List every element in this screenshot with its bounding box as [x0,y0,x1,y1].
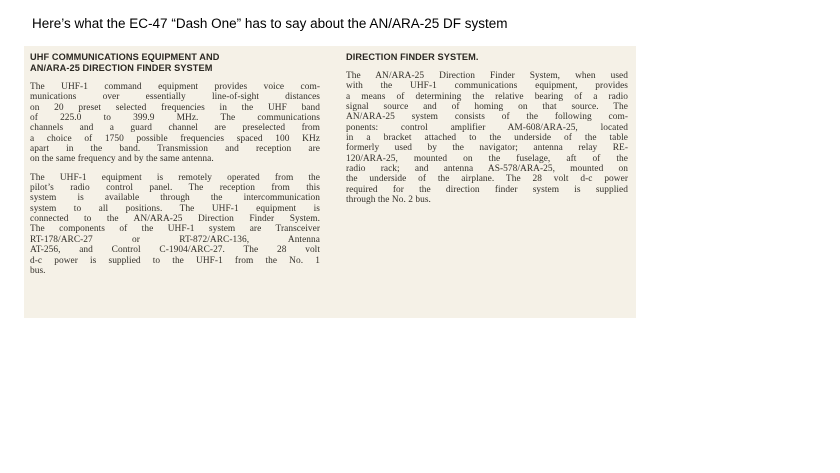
heading-line: UHF COMMUNICATIONS EQUIPMENT AND [30,52,220,62]
text-line: d-c power is supplied to the UHF-1 from the No. 1 [30,255,320,266]
text-line: radio rack; and antenna AS-578/ARA-25, mounted on [346,164,628,175]
text-line: a choice of 1750 possible frequencies spaced 100 KHz [30,133,320,144]
text-line: system is available through the intercommunication [30,193,320,204]
text-line: through the No. 2 bus. [346,195,431,206]
text-line: The AN/ARA-25 Direction Finder System, when used [346,71,628,81]
text-line: apart in the band. Transmission and reception are [30,144,320,155]
text-line: formerly used by the navigator; antenna relay RE- [346,143,628,154]
paragraph [346,71,628,205]
slide-title: Here’s what the EC-47 “Dash One” has to say about the AN/ARA-25 DF system [32,16,508,31]
text-line: system to all positions. The UHF-1 equipment is [30,203,320,214]
text-line: bus. [30,265,46,276]
heading-line: AN/ARA-25 DIRECTION FINDER SYSTEM [30,63,213,73]
text-line: the underside of the airplane. The 28 volt d-c power [346,174,628,185]
paragraph [30,82,320,165]
text-line: a means of determining the relative bearing of a radio [346,91,628,102]
text-line: with the UHF-1 communications equipment, provides [346,81,628,92]
right-column [346,52,628,213]
text-line: on 20 preset selected frequencies in the UHF band [30,102,320,113]
section-heading [30,52,320,74]
left-column [30,52,320,284]
text-line: The UHF-1 equipment is remotely operated from the [30,172,320,183]
text-line: signal source and of homing on that source. The [346,102,628,113]
heading-line: DIRECTION FINDER SYSTEM. [346,52,479,62]
text-line: 120/ARA-25, mounted on the fuselage, aft of the [346,153,628,164]
text-line: munications over essentially line-of-sight distances [30,92,320,103]
paragraph [30,173,320,276]
scanned-manual-excerpt [24,46,636,318]
text-line: on the same frequency and by the same antenna. [30,154,214,165]
text-line: RT-178/ARC-27 or RT-872/ARC-136, Antenna [30,234,320,245]
text-line: required for the direction finder system is supplied [346,184,628,195]
text-line: channels and a guard channel are preselected from [30,123,320,134]
text-line: in a bracket attached to the underside of the table [346,133,628,144]
text-line: of 225.0 to 399.9 MHz. The communications [30,113,320,124]
text-line: The components of the UHF-1 system are Transceiver [30,224,320,235]
text-line: ponents: control amplifier AM-608/ARA-25, located [346,122,628,133]
text-line: The UHF-1 command equipment provides voice com- [30,82,320,92]
text-line: connected to the AN/ARA-25 Direction Finder System. [30,214,320,225]
text-line: pilot’s radio control panel. The reception from this [30,183,320,194]
text-line: AT-256, and Control C-1904/ARC-27. The 28 volt [30,245,320,256]
text-line: AN/ARA-25 system consists of the following com- [346,112,628,123]
section-heading [346,52,628,63]
